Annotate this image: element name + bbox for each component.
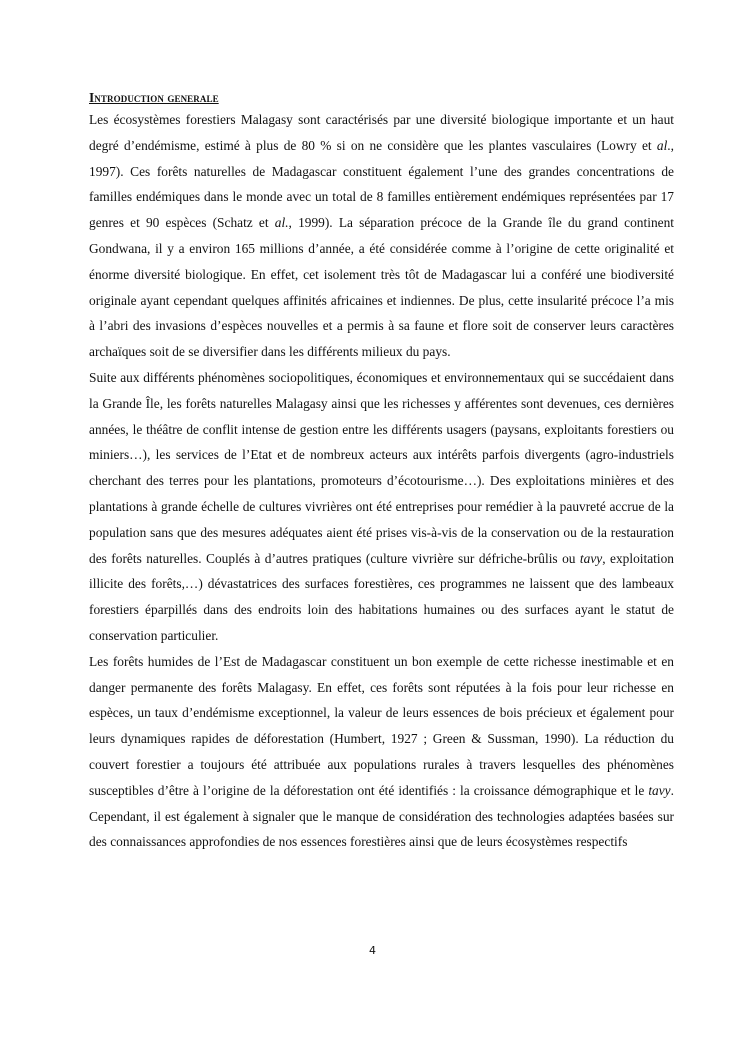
section-heading: Introduction generale xyxy=(89,90,219,105)
paragraph-3-text: Les forêts humides de l’Est de Madagascar constituent un bon exemple de cette richesse inestimable et en danger permanente des forêts Malagasy. En effet, ces forêts sont réputées à la fois pour leur richesse en espèces, un taux d’endémisme exceptionnel, la valeur de leurs essences de bois précieux et également pour leurs dynamiques rapides de déforestation (Humbert, 1927 ; Green & Sussman, 1990). La réduction du couvert forestier a toujours été attribuée aux populations rurales à travers lesquelles des phénomènes susceptibles d’être à l’origine de la déforestation ont été identifiés : la croissance démographique et le xyxy=(89,653,674,798)
paragraph-2-text: , exploitation illicite des forêts,…) dévastatrices des surfaces forestières, ces programmes ne laissent que des lambeaux forestiers éparpillés dans des endroits loin des habitations humaines ou des surfaces ayant le statut de conservation particulier. xyxy=(89,550,674,643)
paragraph-1-text: , 1999). La séparation précoce de la Grande île du grand continent Gondwana, il y a environ 165 millions d’année, a été considérée comme à l’origine de cette originalité et énorme diversité biologique. En effet, cet isolement très tôt de Madagascar lui a conféré une biodiversité originale ayant cependant quelques affinités africaines et indiennes. De plus, cette insularité précoce l’a mis à l’abri des invasions d’espèces nouvelles et a permis à sa faune et flore soit de conserver leurs caractères archaïques soit de se diversifier dans les différents milieux du pays. xyxy=(89,215,675,360)
paragraph-3 xyxy=(89,649,674,855)
paragraph-1-emphasis: al xyxy=(656,137,668,153)
paragraph-2-emphasis: tavy xyxy=(579,550,603,566)
page-number: 4 xyxy=(369,944,376,957)
paragraph-3-text: . Cependant, il est également à signaler que le manque de considération des technologies adaptées basées sur des connaissances approfondies de nos essences forestières ainsi que de leurs écosystèmes respectifs xyxy=(89,782,674,850)
paragraph-1-text: ., 1997). Ces forêts naturelles de Madagascar constituent également l’une des grandes concentrations de familles endémiques dans le monde avec un total de 8 familles entièrement endémiques représentées par 17 genres et 90 espèces (Schatz et xyxy=(89,137,674,231)
paragraph-2 xyxy=(89,365,674,649)
paragraph-1-emphasis: al. xyxy=(274,215,289,231)
document-body xyxy=(89,90,674,855)
paragraph-2-text: Suite aux différents phénomènes sociopolitiques, économiques et environnementaux qui se succédaient dans la Grande Île, les forêts naturelles Malagasy ainsi que les richesses y afférentes sont devenues, ces dernières années, le théâtre de conflit intense de gestion entre les différents usagers (paysans, exploitants forestiers ou miniers…), les services de l’Etat et de nombreux acteurs aux intérêts parfois divergents (agro-industriels cherchant des terres pour les plantations, promoteurs d’écotourisme…). Des exploitations minières et des plantations à grande échelle de cultures vivrières ont été entreprises pour remédier à la pauvreté accrue de la population sans que des mesures adéquates aient été prises vis-à-vis de la conservation ou de la restauration des forêts naturelles. Couplés à d’autres pratiques (culture vivrière sur défriche-brûlis ou xyxy=(89,369,674,566)
paragraph-1 xyxy=(89,107,674,365)
paragraph-3-emphasis: tavy xyxy=(648,782,671,798)
paragraph-1-text: Les écosystèmes forestiers Malagasy sont caractérisés par une diversité biologique importante et un haut degré d’endémisme, estimé à plus de 80 % si on ne considère que les plantes vasculaires (Lowry et xyxy=(89,112,674,153)
